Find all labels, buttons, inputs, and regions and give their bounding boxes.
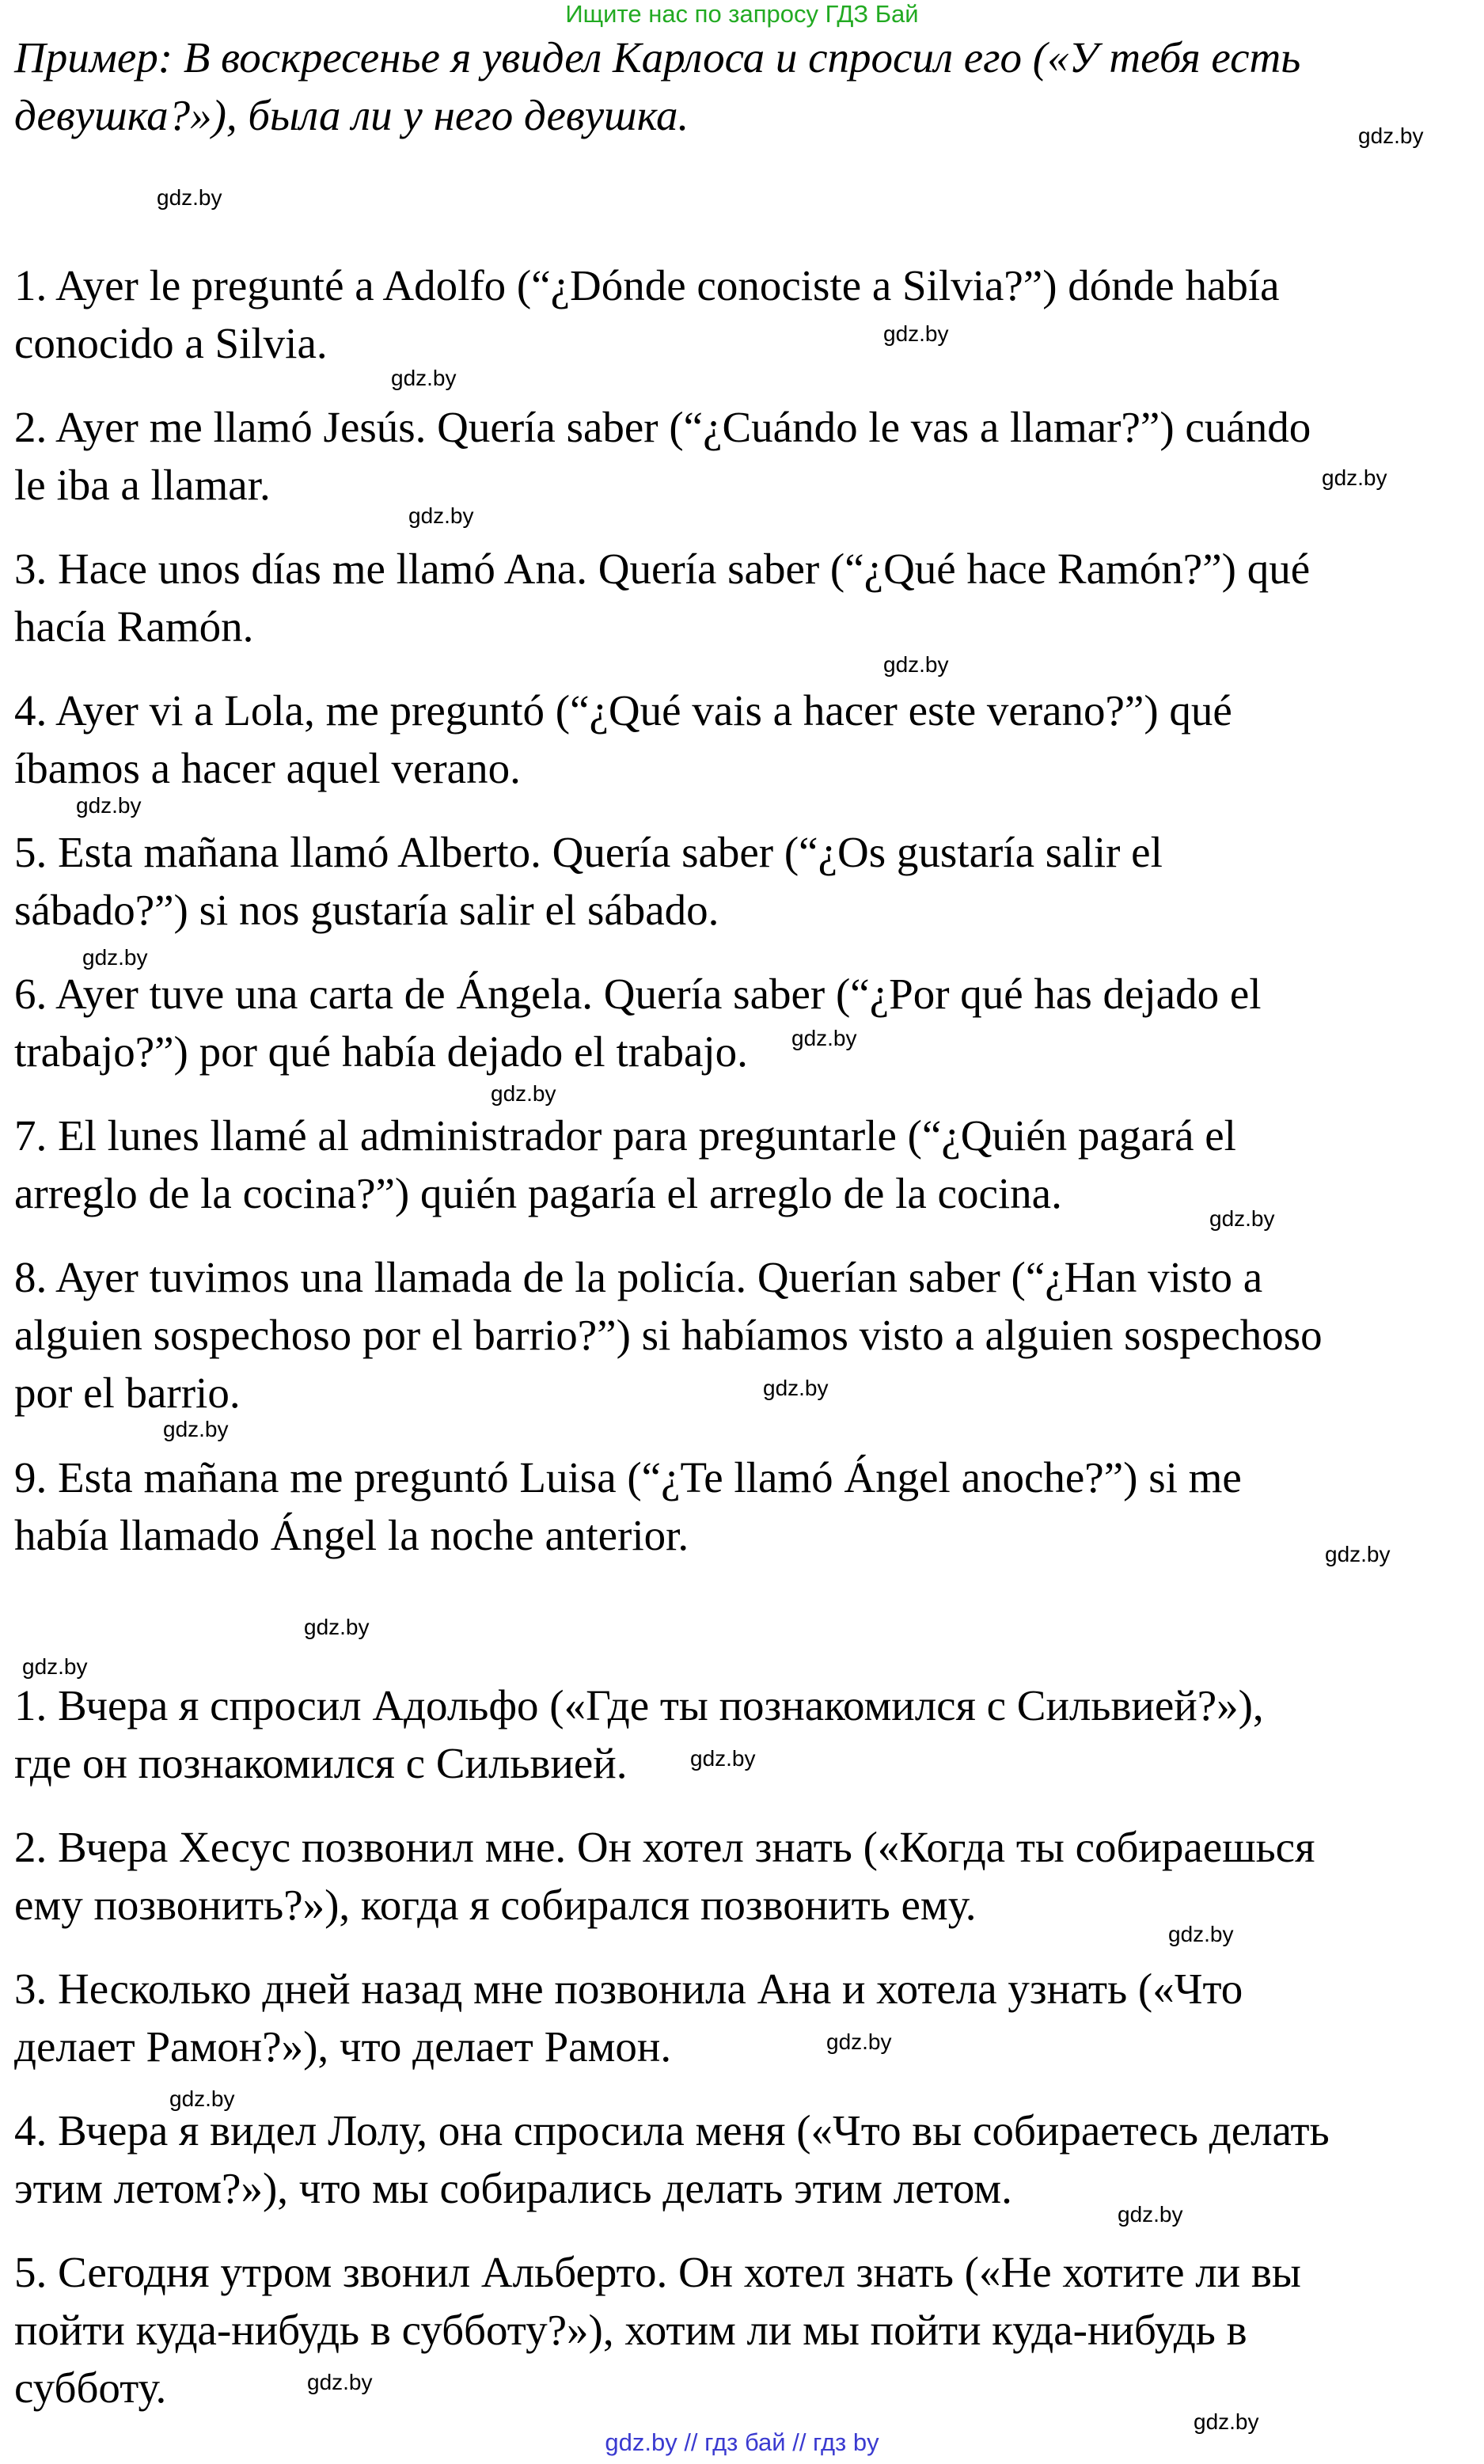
item-line: субботу. [14, 2363, 167, 2412]
item-line: ему позвонить?»), когда я собирался позвонить ему. [14, 1881, 977, 1929]
watermark: gdz.by [491, 1081, 556, 1106]
item-line: 8. Ayer tuvimos una llamada de la policía. Querían saber (“¿Han visto a [14, 1253, 1263, 1301]
spanish-item-7 [14, 1107, 1455, 1222]
example-sentence [14, 28, 1455, 144]
bottom-banner[interactable]: gdz.by // гдз бай // гдз by [605, 2428, 879, 2456]
watermark: gdz.by [307, 2370, 373, 2394]
spanish-item-6 [14, 965, 1455, 1080]
watermark: gdz.by [1168, 1922, 1234, 1946]
watermark: gdz.by [1209, 1206, 1275, 1231]
russian-item-2 [14, 1818, 1455, 1934]
watermark: gdz.by [1358, 123, 1424, 148]
item-line: 1. Ayer le pregunté a Adolfo (“¿Dónde conociste a Silvia?”) dónde había [14, 261, 1280, 309]
item-line: 2. Ayer me llamó Jesús. Quería saber (“¿Cuándo le vas a llamar?”) cuándo [14, 403, 1311, 451]
item-line: 1. Вчера я спросил Адольфо («Где ты познакомился с Сильвией?»), [14, 1681, 1264, 1729]
spanish-item-2 [14, 398, 1455, 514]
item-line: делает Рамон?»), что делает Рамон. [14, 2022, 672, 2071]
watermark: gdz.by [1322, 465, 1387, 490]
watermark: gdz.by [169, 2086, 235, 2111]
russian-item-3 [14, 1960, 1455, 2075]
spanish-item-5 [14, 823, 1455, 939]
watermark: gdz.by [883, 652, 949, 677]
item-line: 6. Ayer tuve una carta de Ángela. Quería saber (“¿Por qué has dejado el [14, 970, 1262, 1018]
item-line: hacía Ramón. [14, 602, 254, 651]
watermark: gdz.by [82, 945, 148, 970]
item-line: 3. Несколько дней назад мне позвонила Ана и хотела узнать («Что [14, 1965, 1243, 2013]
spanish-item-3 [14, 540, 1455, 655]
watermark: gdz.by [1194, 2409, 1259, 2434]
item-line: le iba a llamar. [14, 461, 271, 509]
watermark: gdz.by [76, 793, 142, 818]
item-line: conocido a Silvia. [14, 319, 328, 367]
spanish-item-4 [14, 681, 1455, 797]
watermark: gdz.by [304, 1615, 370, 1639]
watermark: gdz.by [1325, 1542, 1391, 1566]
watermark: gdz.by [157, 185, 222, 210]
russian-item-5 [14, 2243, 1455, 2417]
item-line: sábado?”) si nos gustaría salir el sábado. [14, 886, 719, 934]
item-line: trabajo?”) por qué había dejado el trabajo. [14, 1027, 748, 1076]
item-line: íbamos a hacer aquel verano. [14, 744, 521, 792]
item-line: 4. Ayer vi a Lola, me preguntó (“¿Qué vais a hacer este verano?”) qué [14, 686, 1232, 735]
item-line: había llamado Ángel la noche anterior. [14, 1511, 689, 1559]
watermark: gdz.by [826, 2029, 892, 2054]
item-line: этим летом?»), что мы собирались делать этим летом. [14, 2164, 1012, 2212]
item-line: alguien sospechoso por el barrio?”) si habíamos visto a alguien sospechoso [14, 1311, 1323, 1359]
watermark: gdz.by [1118, 2202, 1183, 2227]
spanish-item-9 [14, 1448, 1455, 1564]
spanish-item-1 [14, 256, 1455, 372]
item-line: 9. Esta mañana me preguntó Luisa (“¿Te llamó Ángel anoche?”) si me [14, 1453, 1242, 1502]
example-line: девушка?»), была ли у него девушка. [14, 91, 689, 139]
item-line: arreglo de la cocina?”) quién pagaría el arreglo de la cocina. [14, 1169, 1062, 1217]
item-line: por el barrio. [14, 1369, 241, 1417]
russian-item-1 [14, 1676, 1455, 1792]
watermark: gdz.by [391, 366, 457, 390]
item-line: пойти куда-нибудь в субботу?»), хотим ли мы пойти куда-нибудь в [14, 2306, 1247, 2354]
item-line: где он познакомился с Сильвией. [14, 1739, 628, 1787]
item-line: 5. Esta mañana llamó Alberto. Quería saber (“¿Os gustaría salir el [14, 828, 1163, 876]
watermark: gdz.by [791, 1026, 857, 1050]
example-line: Пример: В воскресенье я увидел Карлоса и спросил его («У тебя есть [14, 33, 1301, 82]
item-line: 5. Сегодня утром звонил Альберто. Он хотел знать («Не хотите ли вы [14, 2248, 1301, 2296]
watermark: gdz.by [408, 503, 474, 528]
watermark: gdz.by [22, 1654, 88, 1679]
item-line: 7. El lunes llamé al administrador para preguntarle (“¿Quién pagará el [14, 1111, 1236, 1160]
item-line: 3. Hace unos días me llamó Ana. Quería saber (“¿Qué hace Ramón?”) qué [14, 545, 1311, 593]
item-line: 4. Вчера я видел Лолу, она спросила меня («Что вы собираетесь делать [14, 2106, 1330, 2155]
top-banner[interactable]: Ищите нас по запросу ГДЗ Бай [565, 0, 919, 28]
watermark: gdz.by [763, 1376, 829, 1400]
spanish-item-8 [14, 1248, 1455, 1422]
item-line: 2. Вчера Хесус позвонил мне. Он хотел знать («Когда ты собираешься [14, 1823, 1315, 1871]
watermark: gdz.by [690, 1746, 756, 1771]
watermark: gdz.by [883, 321, 949, 346]
russian-item-4 [14, 2101, 1455, 2217]
watermark: gdz.by [163, 1417, 229, 1441]
